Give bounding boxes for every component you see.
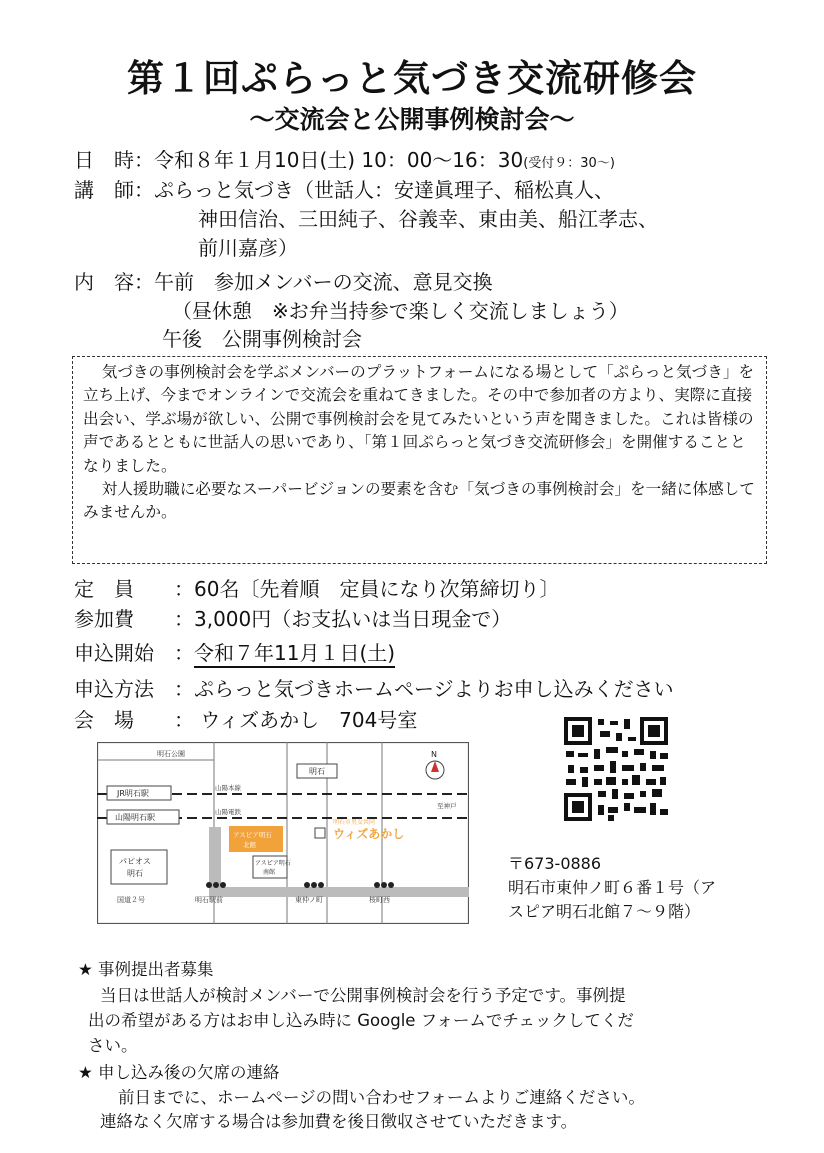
map-label-nishi: 明石駅前 <box>195 896 223 904</box>
date-label: 日 時： <box>74 148 154 172</box>
map-label-route2: 国道２号 <box>117 896 145 904</box>
compass-north-icon: N <box>431 750 437 759</box>
svg-text:南館: 南館 <box>263 869 276 876</box>
venue-value: ： ウィズあかし 704号室 <box>174 708 418 732</box>
content-label: 内 容： <box>74 270 154 294</box>
capacity-value: ：60名〔先着順 定員になり次第締切り〕 <box>174 577 560 601</box>
note-heading-1: ★ 事例提出者募集 <box>78 960 214 979</box>
map-label-top: 明石公園 <box>157 750 185 758</box>
date-note: (受付９：30〜) <box>523 156 615 171</box>
address-line2: スピア明石北館７〜９階） <box>508 902 701 921</box>
note-body-2-line2: 連絡なく欠席する場合は参加費を後日徴収させていただきます。 <box>100 1112 578 1131</box>
fee-row <box>74 605 511 633</box>
venue-map <box>97 742 469 924</box>
svg-text:北館: 北館 <box>243 841 256 849</box>
note-body-2-line1: 前日までに、ホームページの問い合わせフォームよりご連絡ください。 <box>118 1088 645 1107</box>
svg-text:アスピア明石: アスピア明石 <box>233 831 272 839</box>
start-row: 申込開始 ：令和７年11月１日(土) <box>74 639 395 667</box>
map-label-apio: パピオス <box>119 857 151 866</box>
map-label-higashi: 東仲ノ町 <box>295 896 323 904</box>
page-subtitle: 〜交流会と公開事例検討会〜 <box>249 105 575 134</box>
fee-label: 参加費 <box>74 607 134 631</box>
capacity-row <box>74 575 559 603</box>
lecturer-label: 講 師： <box>74 178 154 202</box>
content-line1: 午前 参加メンバーの交流、意見交換 <box>154 270 493 294</box>
map-label-jr: JR明石駅 <box>117 789 149 798</box>
note-heading-2: ★ 申し込み後の欠席の連絡 <box>78 1063 280 1082</box>
map-label-sanyo: 山陽明石駅 <box>115 813 155 822</box>
method-value: ：ぷらっと気づきホームページよりお申し込みください <box>174 677 674 701</box>
content-line2: （昼休憩 ※お弁当持参で楽しく交流しましょう） <box>172 299 629 323</box>
map-label-east: 桜町西 <box>369 896 390 904</box>
map-label-kobe: 至神戸 <box>437 802 457 810</box>
note-body-1-line2: 出の希望がある方はお申し込み時に Google フォームでチェックしてくだ <box>88 1011 634 1030</box>
description-box <box>72 356 767 564</box>
description-para2: 対人援助職に必要なスーパービジョンの要素を含む「気づきの事例検討会」を一緒に体感してみませんか。 <box>83 480 755 522</box>
lecturer-line3: 前川嘉彦） <box>198 236 298 260</box>
date-row <box>74 146 615 178</box>
method-label: 申込方法 <box>74 677 154 701</box>
venue-label: 会 場 <box>74 708 134 732</box>
note-body-1-line1: 当日は世話人が検討メンバーで公開事例検討会を行う予定です。事例提 <box>100 986 626 1005</box>
address-postal: 〒673-0886 <box>508 854 602 873</box>
method-row <box>74 675 674 703</box>
lecturer-line1: ぷらっと気づき（世話人：安達眞理子、稲松真人、 <box>154 178 614 202</box>
lecturer-row <box>74 176 614 204</box>
map-label-withakashi-sub: 明石市男女共同 <box>333 819 376 826</box>
map-label-withakashi: ウィズあかし <box>333 827 405 841</box>
capacity-label: 定 員 <box>74 577 134 601</box>
fee-value: ：3,000円（お支払いは当日現金で） <box>174 607 512 631</box>
svg-text:明石: 明石 <box>127 869 143 878</box>
svg-text:アスピア明石: アスピア明石 <box>255 860 291 867</box>
lecturer-line2: 神田信治、三田純子、谷義幸、東由美、船江孝志、 <box>198 207 658 231</box>
page-title: 第１回ぷらっと気づき交流研修会 <box>127 57 697 100</box>
start-value: 令和７年11月１日(土) <box>194 641 395 668</box>
date-value: 令和８年１月10日(土) 10：00〜16：30 <box>154 148 524 172</box>
qr-code-icon <box>546 707 684 834</box>
map-label-jrline: 山陽本線 <box>215 784 241 792</box>
address-line1: 明石市東仲ノ町６番１号（ア <box>508 878 717 897</box>
description-para1: 気づきの事例検討会を学ぶメンバーのプラットフォームになる場として「ぷらっと気づき」を立ち上げ、今までオンラインで交流会を重ねてきました。その中で参加者の方より、実際に直接出会い、学ぶ場が欲しい、公開で事例検討会を見てみたいという声を聞きました。これは皆様の声であるとともに世話人の思いであり、「第１回ぷらっと気づき交流研修会」を開催することとなりました。 <box>83 363 755 475</box>
note-body-1-line3: さい。 <box>88 1036 138 1055</box>
start-label: 申込開始 <box>74 641 154 665</box>
content-line3: 午後 公開事例検討会 <box>162 327 362 351</box>
svg-text:明石: 明石 <box>309 767 325 776</box>
map-label-sanyoline: 山陽電鉄 <box>215 808 241 816</box>
venue-row <box>74 706 417 734</box>
content-row <box>74 268 493 296</box>
